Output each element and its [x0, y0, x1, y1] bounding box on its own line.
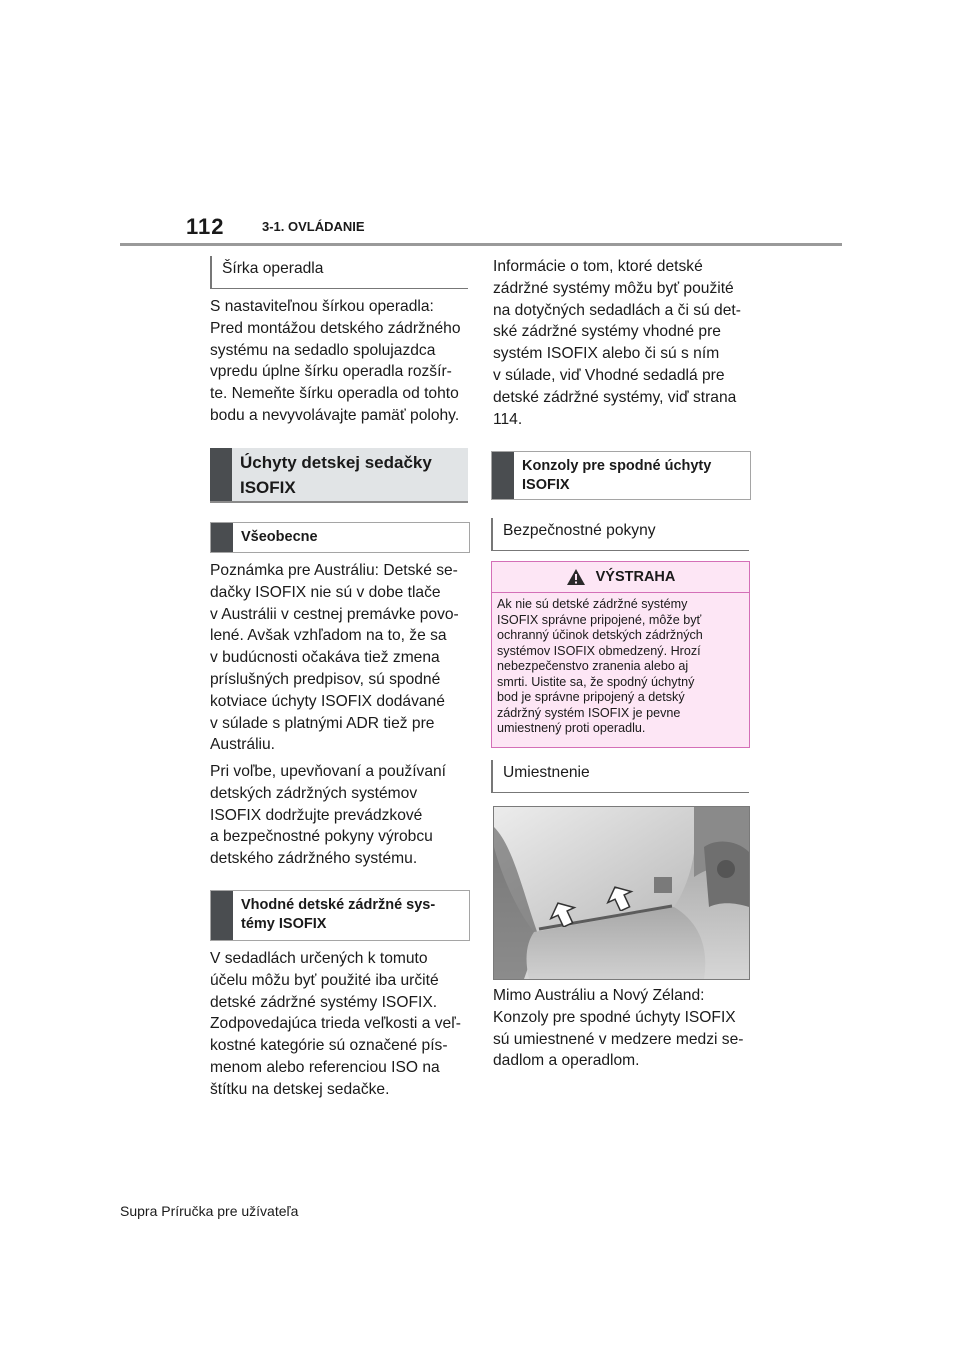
safety-heading-text: Bezpečnostné pokyny	[491, 518, 749, 551]
section-isofix-title: Úchyty detskej sedačky ISOFIX	[240, 453, 432, 497]
location-text: Mimo Austráliu a Nový Zéland: Konzoly pre spodné úchyty ISOFIX sú umiestnené v medzere medzi se- dadlom a operadlom.	[493, 987, 744, 1070]
header-rule	[120, 243, 842, 246]
width-text: S nastaviteľnou šírkou operadla: Pred montážou detského zádržného systému na sedadlo spolujazdca vpredu úplne šírku operadla rozšír- te. Nemeňte šírku operadla od tohto bodu a nevyvolávajte pamäť polohy.	[210, 298, 461, 424]
footer-text: Supra Príručka pre užívateľa	[120, 1203, 299, 1219]
info-text: Informácie o tom, ktoré detské zádržné systémy môžu byť použité na dotyčných sedadlách a či sú det- ské zádržné systémy vhodné pre systém ISOFIX alebo či sú s ním v súlade, viď Vhodné sedadlá pre detské zádržné systémy, viď strana 114.	[493, 258, 741, 428]
location-heading-text: Umiestnenie	[491, 760, 749, 793]
choice-text: Pri voľbe, upevňovaní a používaní detských zádržných systémov ISOFIX dodržujte prevádzkové a bezpečnostné pokyny výrobcu detského zádržného systému.	[210, 763, 447, 868]
warning-text: Ak nie sú detské zádržné systémy ISOFIX správne pripojené, môže byť ochranný účinok detských zádržných systémov ISOFIX obmedzený. Hrozí nebezpečenstvo zranenia alebo aj smrti. Uistite sa, že spodný úchytný bod je správne pripojený a detský zádržný systém ISOFIX je pevne umiestnený proti operadlu.	[497, 597, 703, 735]
warning-header	[492, 562, 749, 593]
general-heading	[210, 522, 470, 553]
arrow-up-icon	[606, 885, 634, 911]
warning-title: VÝSTRAHA	[595, 569, 676, 585]
isofix-location-photo	[493, 806, 750, 980]
warning-triangle-icon	[566, 568, 586, 586]
console-heading	[491, 451, 751, 500]
width-heading	[210, 256, 468, 289]
heading-bar	[211, 523, 233, 552]
safety-heading	[491, 518, 749, 551]
general-heading-text: Všeobecne	[241, 529, 318, 545]
width-heading-text: Šírka operadla	[210, 256, 468, 289]
page-number: 112	[186, 214, 225, 239]
suitable-text: V sedadlách určených k tomuto účelu môžu byť použité iba určité detské zádržné systémy ISOFIX. Zodpovedajúca trieda veľkosti a veľ- kostné kategórie sú označené pís- menom alebo referenciou ISO na štítku na detskej sedačke.	[210, 950, 461, 1098]
suitable-heading	[210, 890, 470, 941]
chapter-title: 3-1. OVLÁDANIE	[262, 219, 365, 234]
console-heading-text: Konzoly pre spodné úchyty ISOFIX	[522, 458, 712, 493]
suitable-heading-text: Vhodné detské zádržné sys- témy ISOFIX	[241, 897, 436, 932]
heading-bar	[492, 452, 514, 499]
section-isofix-heading	[210, 448, 468, 503]
arrow-up-icon	[549, 901, 577, 927]
location-heading	[491, 760, 749, 793]
heading-bar	[211, 891, 233, 940]
australia-text: Poznámka pre Austráliu: Detské se- dačky ISOFIX nie sú v dobe tlače v Austrálii v cestnej premávke povo- lené. Avšak vzhľadom na to, že sa v budúcnosti očakáva tiež zmena príslušných predpisov, sú spodné kotviace úchyty ISOFIX dodávané v súlade s platnými ADR tiež pre Austráliu.	[210, 562, 459, 754]
heading-bar	[210, 448, 232, 501]
warning-box	[491, 561, 750, 748]
